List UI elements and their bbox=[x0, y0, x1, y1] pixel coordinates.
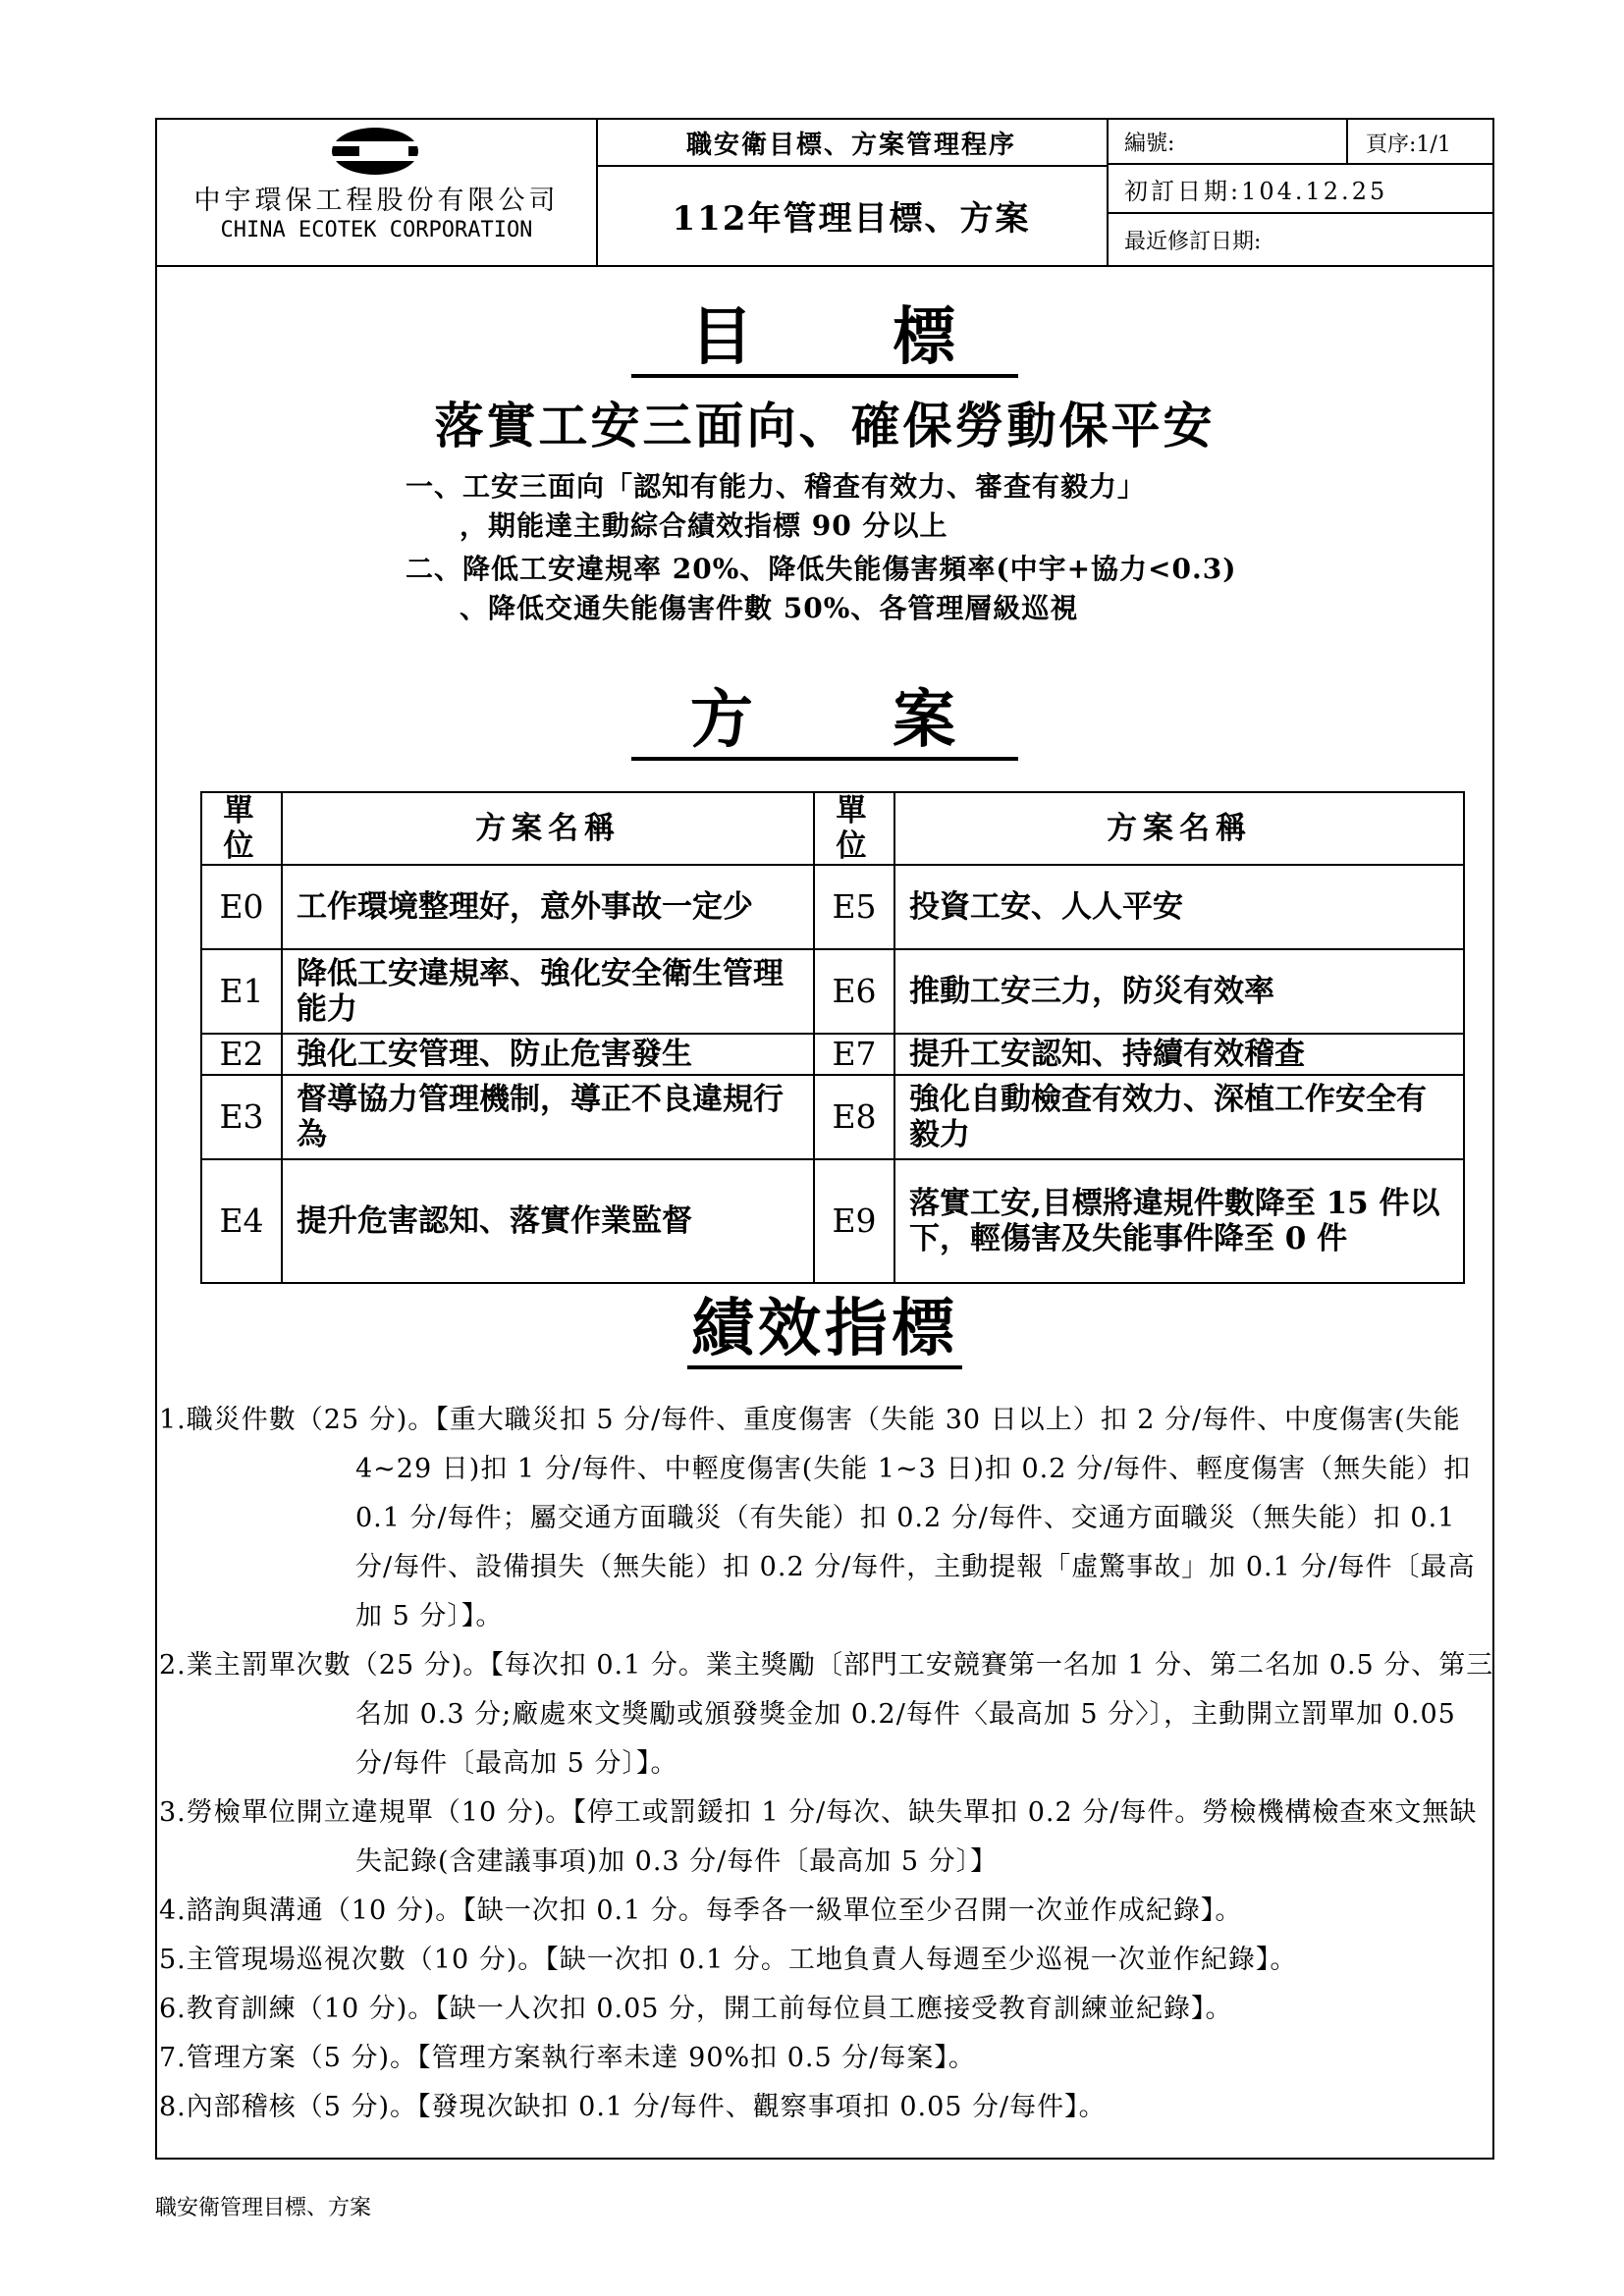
company-cell bbox=[157, 120, 598, 265]
kpi-item: 5.主管現場巡視次數（10 分)。【缺一次扣 0.1 分。工地負責人每週至少巡視一次並作紀錄】。 bbox=[159, 1945, 1298, 1975]
doc-number-label: 編號: bbox=[1124, 131, 1175, 156]
kpi-heading: 績效指標 bbox=[157, 1278, 1492, 1368]
goal-line-1: 一、工安三面向「認知有能力、稽查有效力、審查有毅力」 bbox=[406, 470, 1147, 503]
unit-cell: E1 bbox=[201, 949, 282, 1034]
col-name: 方案名稱 bbox=[894, 792, 1464, 865]
kpi-list bbox=[157, 1396, 1496, 2132]
plan-name-cell: 提升工安認知、持續有效稽查 bbox=[894, 1034, 1464, 1075]
goal-line-2: ，期能達主動綜合績效指標 90 分以上 bbox=[460, 509, 948, 542]
document-frame bbox=[155, 118, 1494, 2160]
plan-name-cell: 落實工安,目標將違規件數降至 15 件以下，輕傷害及失能事件降至 0 件 bbox=[894, 1159, 1464, 1283]
goal-heading: 目 標 bbox=[157, 287, 1492, 377]
table-row bbox=[201, 865, 1464, 949]
plan-name-cell: 強化工安管理、防止危害發生 bbox=[282, 1034, 814, 1075]
first-date: 初訂日期:104.12.25 bbox=[1107, 165, 1494, 214]
meta-cell bbox=[1107, 120, 1494, 265]
col-unit: 單位 bbox=[201, 792, 282, 865]
unit-cell: E6 bbox=[814, 949, 894, 1034]
kpi-item: 6.教育訓練（10 分)。【缺一人次扣 0.05 分，開工前每位員工應接受教育訓練並紀錄】。 bbox=[159, 1994, 1233, 2024]
plan-name-cell: 督導協力管理機制，導正不良違規行為 bbox=[282, 1075, 814, 1159]
revise-date: 最近修訂日期: bbox=[1124, 229, 1262, 254]
kpi-item: 3.勞檢單位開立違規單（10 分)。【停工或罰鍰扣 1 分/每次、缺失單扣 0.2 分/每件。勞檢機構檢查來文無缺失記錄(含建議事項)加 0.3 分/每件〔最高加 5 分〕】 bbox=[159, 1797, 1478, 1877]
plan-name-cell: 強化自動檢查有效力、深植工作安全有毅力 bbox=[894, 1075, 1464, 1159]
table-row bbox=[201, 1159, 1464, 1283]
kpi-item: 7.管理方案（5 分)。【管理方案執行率未達 90%扣 0.5 分/每案】。 bbox=[159, 2043, 976, 2073]
unit-cell: E9 bbox=[814, 1159, 894, 1283]
doc-number-row bbox=[1107, 120, 1494, 165]
plan-table bbox=[200, 791, 1465, 1284]
unit-cell: E3 bbox=[201, 1075, 282, 1159]
table-row bbox=[201, 1034, 1464, 1075]
goal-line-4: 、降低交通失能傷害件數 50%、各管理層級巡視 bbox=[460, 592, 1079, 624]
title-cell bbox=[596, 120, 1109, 265]
unit-cell: E5 bbox=[814, 865, 894, 949]
company-logo-icon bbox=[330, 126, 420, 177]
plan-name-cell: 降低工安違規率、強化安全衛生管理能力 bbox=[282, 949, 814, 1034]
goal-line-3: 二、降低工安違規率 20%、降低失能傷害頻率(中宇+協力<0.3) bbox=[406, 553, 1237, 585]
table-row bbox=[201, 949, 1464, 1034]
company-name-en: CHINA ECOTEK CORPORATION bbox=[220, 218, 533, 242]
unit-cell: E7 bbox=[814, 1034, 894, 1075]
page-footer: 職安衛管理目標、方案 bbox=[155, 2196, 372, 2220]
plan-name-cell: 推動工安三力，防災有效率 bbox=[894, 949, 1464, 1034]
kpi-item: 4.諮詢與溝通（10 分)。【缺一次扣 0.1 分。每季各一級單位至少召開一次並作成紀錄】。 bbox=[159, 1896, 1243, 1926]
col-unit: 單位 bbox=[814, 792, 894, 865]
unit-cell: E2 bbox=[201, 1034, 282, 1075]
kpi-item: 8.內部稽核（5 分)。【發現次缺扣 0.1 分/每件、觀察事項扣 0.05 分/每件】。 bbox=[159, 2092, 1107, 2122]
unit-cell: E8 bbox=[814, 1075, 894, 1159]
kpi-item: 2.業主罰單次數（25 分)。【每次扣 0.1 分。業主獎勵〔部門工安競賽第一名加 1 分、第二名加 0.5 分、第三名加 0.3 分;廠處來文獎勵或頒發獎金加 0.2/每件〈最高加 5 分〉〕，主動開立罰單加 0.05 分/每件〔最高加 5 分〕】。 bbox=[159, 1650, 1494, 1779]
plan-name-cell: 投資工安、人人平安 bbox=[894, 865, 1464, 949]
document-header bbox=[157, 120, 1492, 267]
unit-cell: E0 bbox=[201, 865, 282, 949]
plan-heading: 方 案 bbox=[157, 669, 1492, 760]
goal-subtitle: 落實工安三面向、確保勞動保平安 bbox=[434, 397, 1216, 454]
page-number: 頁序:1/1 bbox=[1346, 120, 1451, 165]
plan-table-header bbox=[201, 792, 1464, 865]
unit-cell: E4 bbox=[201, 1159, 282, 1283]
company-name-cn: 中宇環保工程股份有限公司 bbox=[193, 186, 560, 216]
table-row bbox=[201, 1075, 1464, 1159]
kpi-item: 1.職災件數（25 分)。【重大職災扣 5 分/每件、重度傷害（失能 30 日以上）扣 2 分/每件、中度傷害(失能 4~29 日)扣 1 分/每件、中輕度傷害(失能 1~3 日)扣 0.2 分/每件、輕度傷害（無失能）扣 0.1 分/每件；屬交通方面職災（有失能）扣 0.2 分/每件、交通方面職災（無失能）扣 0.1 分/每件、設備損失（無失能）扣 0.2 分/每件，主動提報「虛驚事故」加 0.1 分/每件〔最高加 5 分〕】。 bbox=[159, 1405, 1476, 1631]
doc-title: 112年管理目標、方案 bbox=[672, 198, 1031, 239]
plan-name-cell: 工作環境整理好，意外事故一定少 bbox=[282, 865, 814, 949]
procedure-title: 職安衛目標、方案管理程序 bbox=[596, 120, 1107, 167]
plan-name-cell: 提升危害認知、落實作業監督 bbox=[282, 1159, 814, 1283]
col-name: 方案名稱 bbox=[282, 792, 814, 865]
